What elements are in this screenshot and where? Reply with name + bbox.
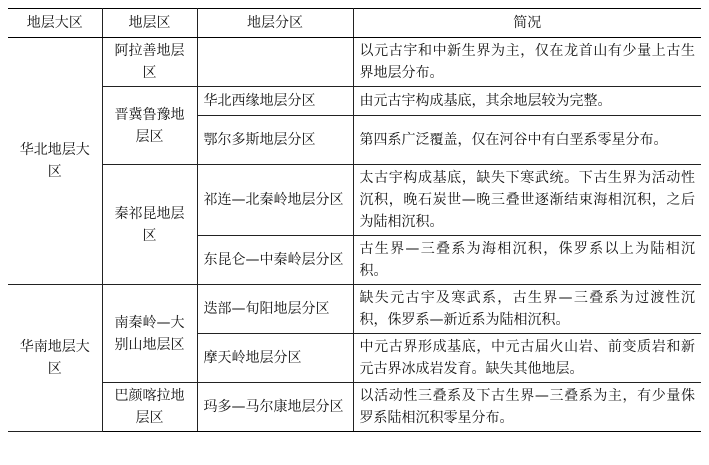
summary-cell: 古生界—三叠系为海相沉积，侏罗系以上为陆相沉积。: [353, 236, 701, 285]
summary-cell: 由元古宇构成基底，其余地层较为完整。: [353, 87, 701, 116]
header-stratigraphic-subregion: 地层分区: [197, 9, 353, 38]
region-cell: 秦祁昆地层区: [102, 165, 197, 285]
summary-cell: 以活动性三叠系及下古生界—三叠系为主，有少量侏罗系陆相沉积零星分布。: [353, 383, 701, 432]
subregion-cell: 东昆仑—中秦岭层分区: [197, 236, 353, 285]
subregion-cell: 玛多—马尔康地层分区: [197, 383, 353, 432]
stratigraphic-division-table: [8, 8, 701, 432]
table-row: [8, 285, 701, 334]
summary-cell: 第四系广泛覆盖，仅在河谷中有白垩系零星分布。: [353, 116, 701, 165]
region-cell: 南秦岭—大别山地层区: [102, 285, 197, 383]
table-row: [8, 87, 701, 116]
table-row: [8, 38, 701, 87]
header-stratigraphic-region: 地层区: [102, 9, 197, 38]
stratigraphic-table-container: [8, 8, 701, 432]
subregion-cell: [197, 38, 353, 87]
subregion-cell: 迭部—旬阳地层分区: [197, 285, 353, 334]
summary-cell: 太古宇构成基底，缺失下寒武统。下古生界为活动性沉积，晚石炭世—晚三叠世逐渐结束海相沉积，之后为陆相沉积。: [353, 165, 701, 236]
summary-cell: 以元古宇和中新生界为主，仅在龙首山有少量上古生界地层分布。: [353, 38, 701, 87]
region-cell: 阿拉善地层区: [102, 38, 197, 87]
summary-cell: 中元古界形成基底，中元古届火山岩、前变质岩和新元古界冰成岩发育。缺失其他地层。: [353, 334, 701, 383]
header-summary: 简况: [353, 9, 701, 38]
subregion-cell: 鄂尔多斯地层分区: [197, 116, 353, 165]
major-region-cell: 华北地层大区: [8, 38, 102, 285]
major-region-cell: 华南地层大区: [8, 285, 102, 432]
table-row: [8, 383, 701, 432]
subregion-cell: 祁连—北秦岭地层分区: [197, 165, 353, 236]
subregion-cell: 摩天岭地层分区: [197, 334, 353, 383]
subregion-cell: 华北西缘地层分区: [197, 87, 353, 116]
table-header-row: [8, 9, 701, 38]
region-cell: 晋冀鲁豫地层区: [102, 87, 197, 165]
table-row: [8, 165, 701, 236]
header-stratigraphic-major-region: 地层大区: [8, 9, 102, 38]
summary-cell: 缺失元古宇及寒武系，古生界—三叠系为过渡性沉积，侏罗系—新近系为陆相沉积。: [353, 285, 701, 334]
region-cell: 巴颜喀拉地层区: [102, 383, 197, 432]
